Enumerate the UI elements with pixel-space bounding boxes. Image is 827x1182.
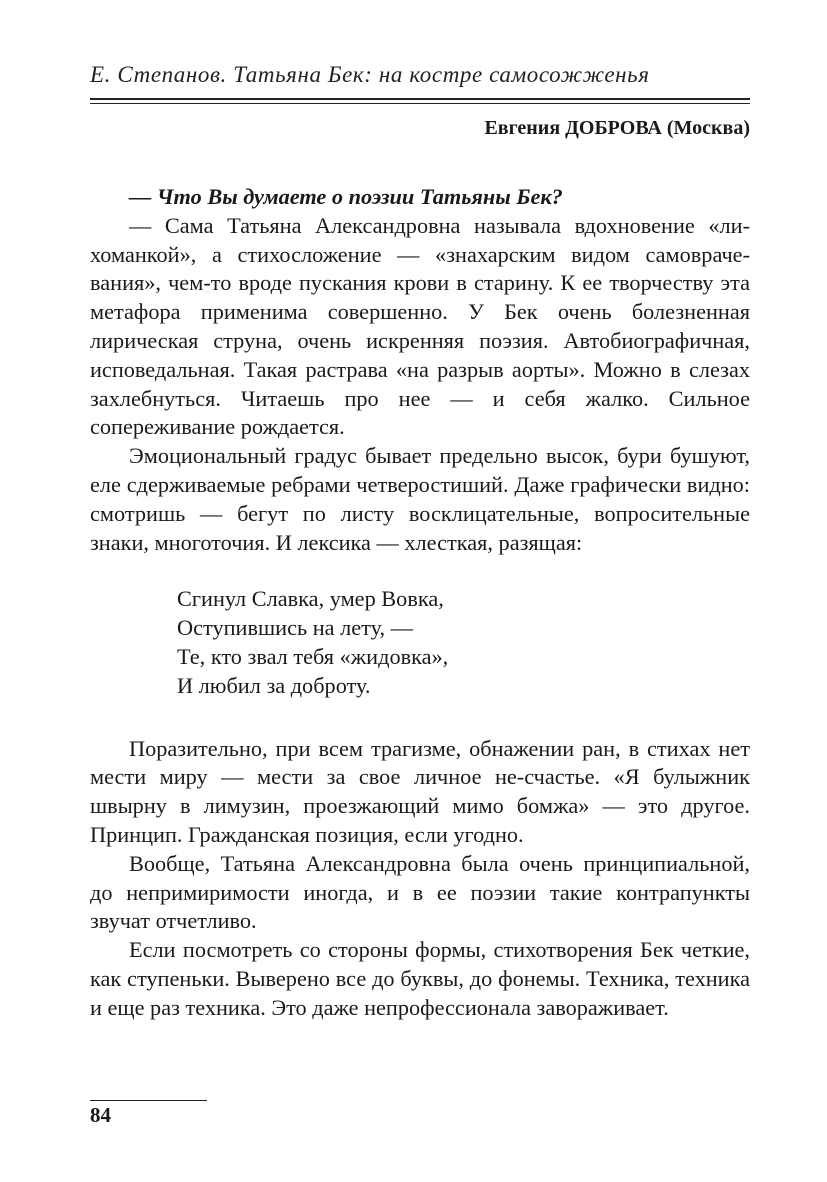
poem-line: Те, кто звал тебя «жидовка», xyxy=(177,643,449,669)
poem-quote xyxy=(177,585,750,700)
header-rule-thin xyxy=(90,103,750,104)
footer-rule xyxy=(90,1100,207,1101)
page-number: 84 xyxy=(90,1103,111,1127)
poem-line: И любил за доброту. xyxy=(177,672,371,698)
running-head: Е. Степанов. Татьяна Бек: на костре самосожженья xyxy=(90,62,650,87)
poem-line: Оступившись на лету, — xyxy=(177,615,413,641)
article-body xyxy=(90,183,750,1023)
paragraph: — Сама Татьяна Александровна называла вдохновение «лихоманкой», а стихосложение — «знахарским видом самоврачевания», чем-то вроде пускания крови в старину. К ее творчеству эта метафора применима совершенно. У Бек очень болезненная лирическая струна, очень искренняя поэзия. Автобиографичная, исповедальная. Такая растрава «на разрыв аорты». Можно в слезах захлебнуться. Читаешь про нее — и себя жалко. Сильное сопереживание рождается. xyxy=(90,212,750,440)
paragraph: Вообще, Татьяна Александровна была очень принципиальной, до непримиримости иногда, и в ее поэзии такие контрапункты звучат отчетливо. xyxy=(90,850,750,934)
poem-line: Сгинул Славка, умер Вовка, xyxy=(177,586,444,612)
interview-question: — Что Вы думаете о поэзии Татьяны Бек? xyxy=(129,184,563,209)
paragraph: Поразительно, при всем трагизме, обнажении ран, в стихах нет мести миру — мести за свое личное не-счастье. «Я булыжник швырну в лимузин, проезжающий мимо бомжа» — это другое. Принцип. Гражданская позиция, если угодно. xyxy=(90,735,750,847)
header-rule-thick xyxy=(90,98,750,100)
paragraph: Эмоциональный градус бывает предельно высок, бури бушуют, еле сдерживаемые ребрами четверостиший. Даже графически видно: смотришь — бегут по листу восклицательные, вопросительные знаки, многоточия. И лексика — хлесткая, разящая: xyxy=(90,443,750,555)
author-name: Евгения ДОБРОВА (Москва) xyxy=(484,117,750,139)
paragraph: Если посмотреть со стороны формы, стихотворения Бек четкие, как ступеньки. Выверено все до буквы, до фонемы. Техника, техника и еще раз техника. Это даже непрофессионала завораживает. xyxy=(90,937,750,1020)
